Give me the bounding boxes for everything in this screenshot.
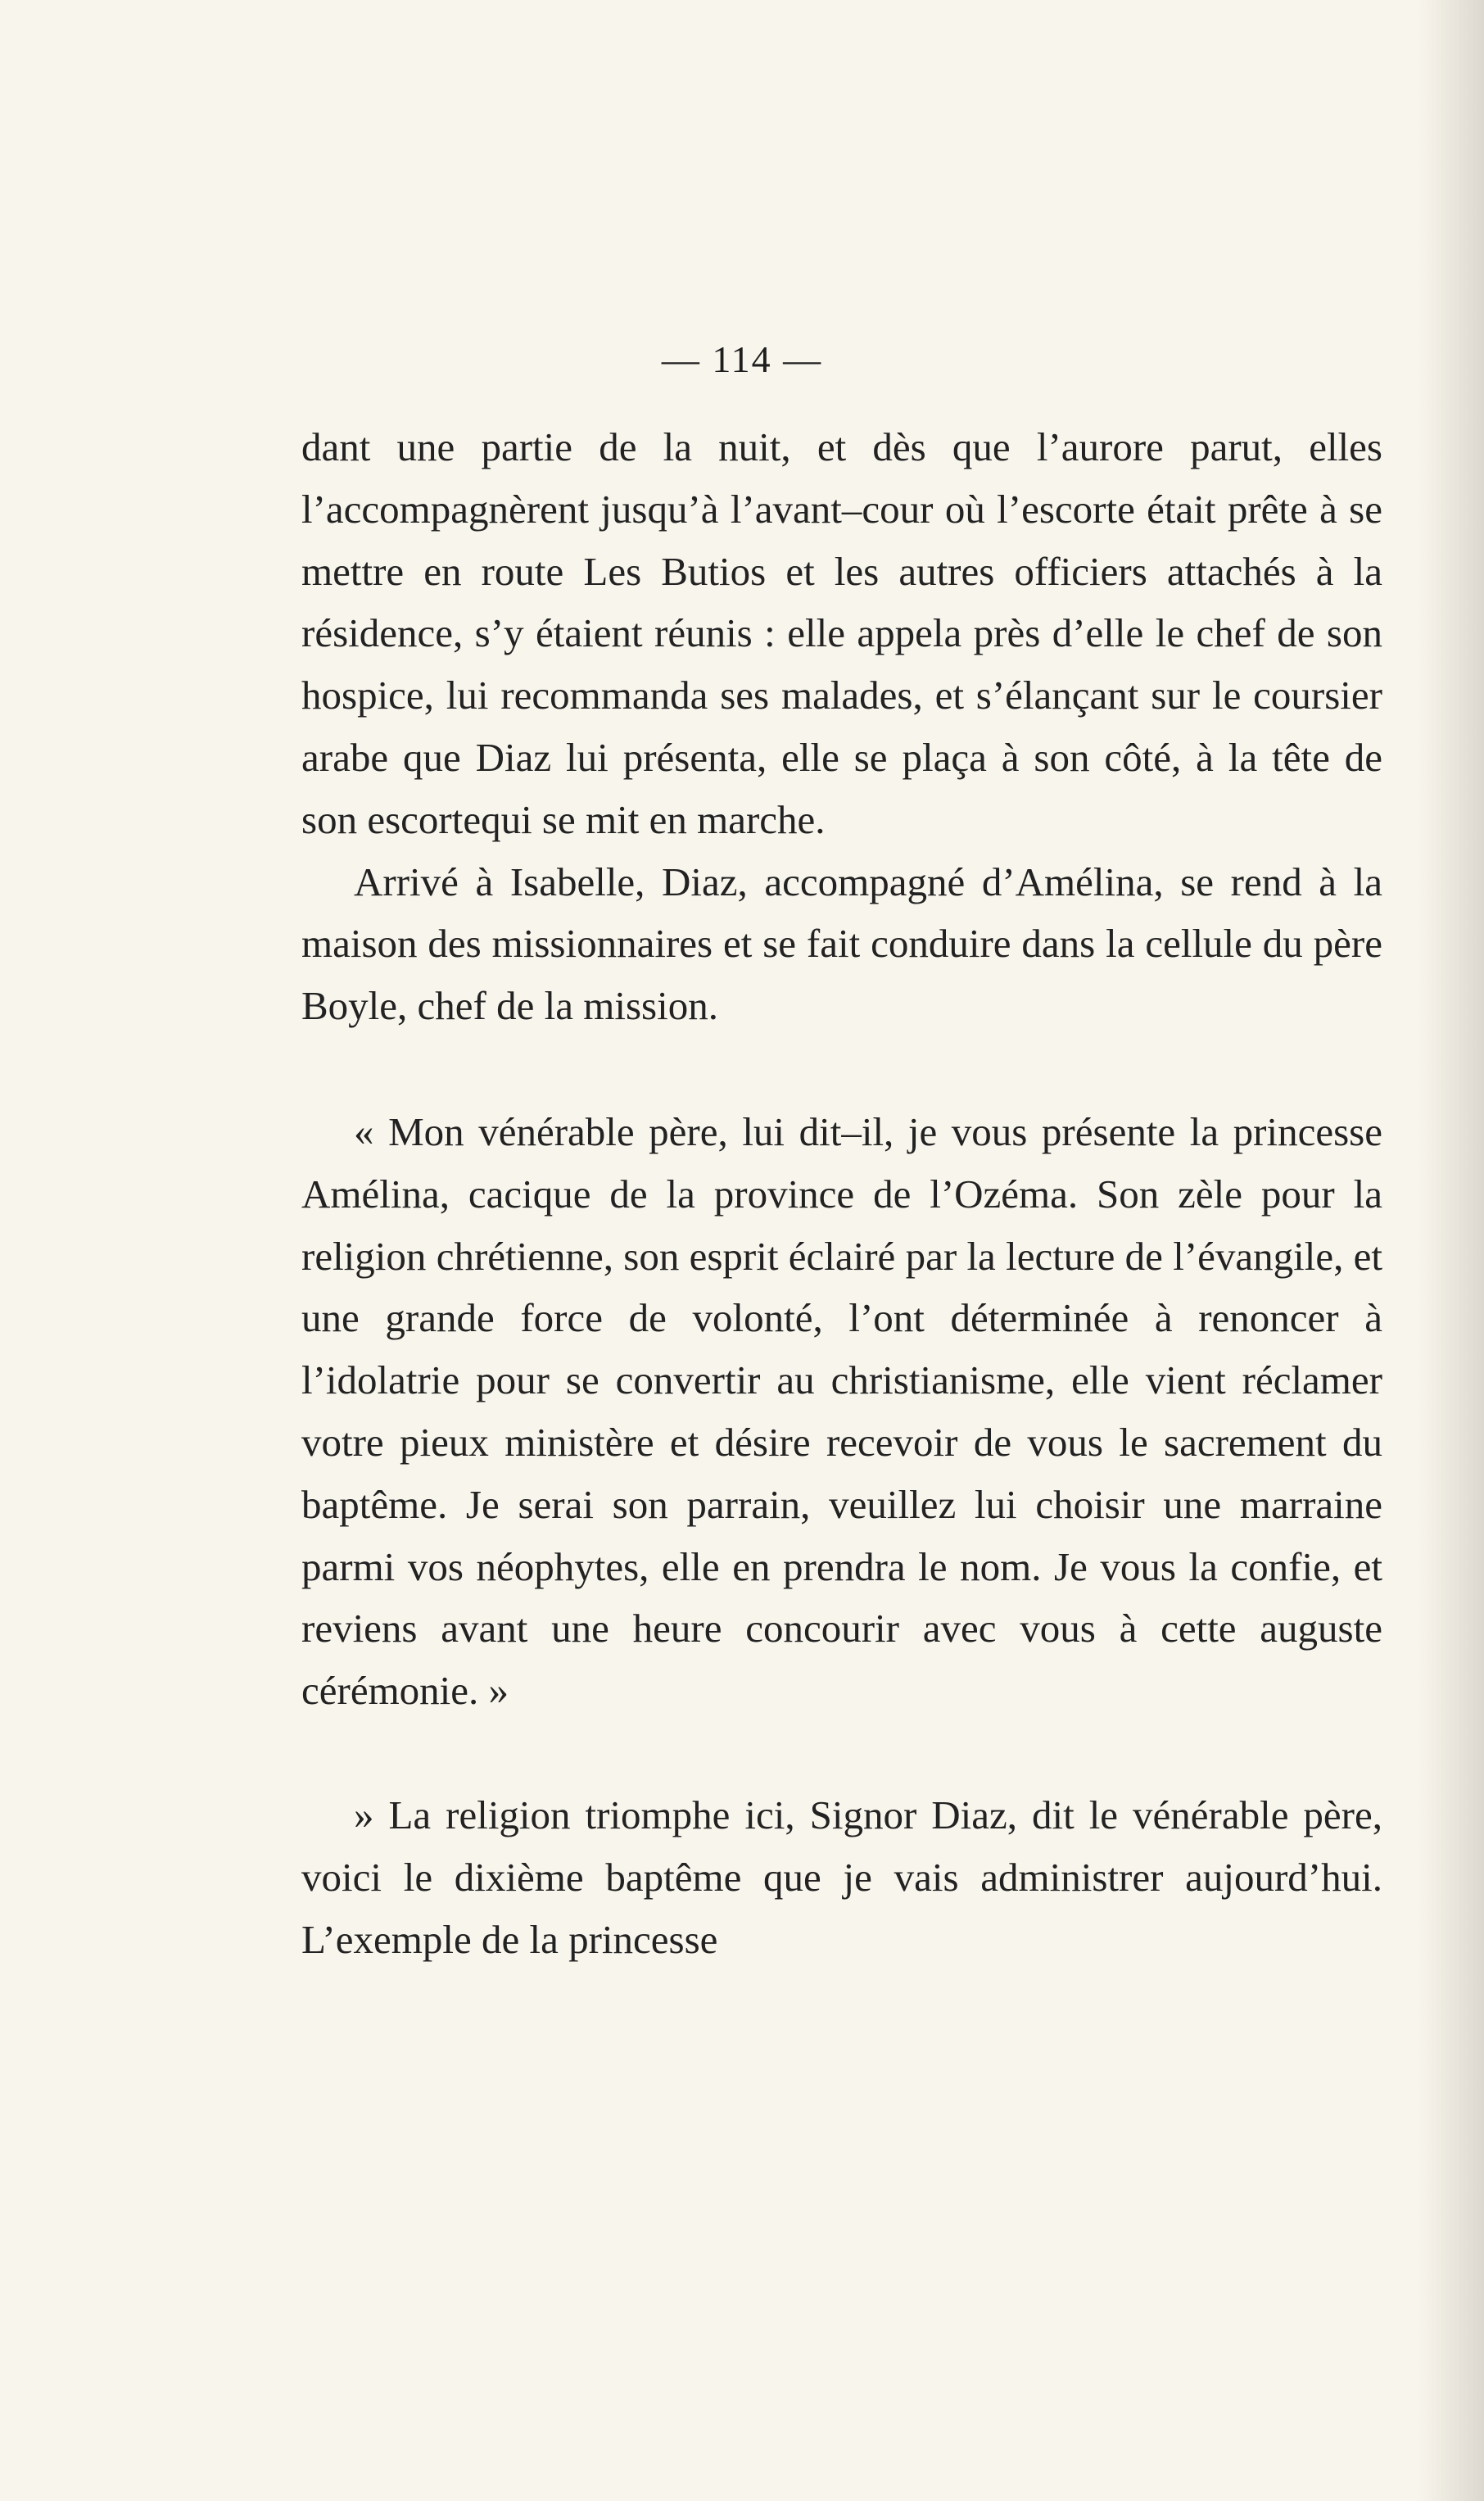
body-text [301,416,1382,1970]
paragraph-2: Arrivé à Isabelle, Diaz, accompagné d’Amélina, se rend à la maison des missionnaires et se fait conduire dans la cellule du père Boyle, chef de la mission. [301,859,1382,1029]
paragraph-4: » La religion triomphe ici, Signor Diaz, dit le vénérable père, voici le dixième baptême que je vais administrer aujourd’hui. L’exemple de la princesse [301,1792,1382,1962]
paragraph-1: dant une partie de la nuit, et dès que l’aurore parut, elles l’accompagnèrent jusqu’à l’avant–cour où l’escorte était prête à se mettre en route Les Butios et les autres officiers attachés à la résidence, s’y étaient réunis : elle appela près d’elle le chef de son hospice, lui recommanda ses malades, et s’élançant sur le coursier arabe que Diaz lui présenta, elle se plaça à son côté, à la tête de son escortequi se mit en marche. [301,424,1382,842]
page-number: — 114 — [661,338,823,380]
paragraph-3: « Mon vénérable père, lui dit–il, je vous présente la princesse Amélina, cacique de la province de l’Ozéma. Son zèle pour la religion chrétienne, son esprit éclairé par la lecture de l’évangile, et une grande force de volonté, l’ont déterminée à renoncer à l’idolatrie pour se convertir au christianisme, elle vient réclamer votre pieux ministère et désire recevoir de vous le sacrement du baptême. Je serai son parrain, veuillez lui choisir une marraine parmi vos néophytes, elle en prendra le nom. Je vous la confie, et reviens avant une heure concourir avec vous à cette auguste cérémonie. » [301,1108,1382,1714]
